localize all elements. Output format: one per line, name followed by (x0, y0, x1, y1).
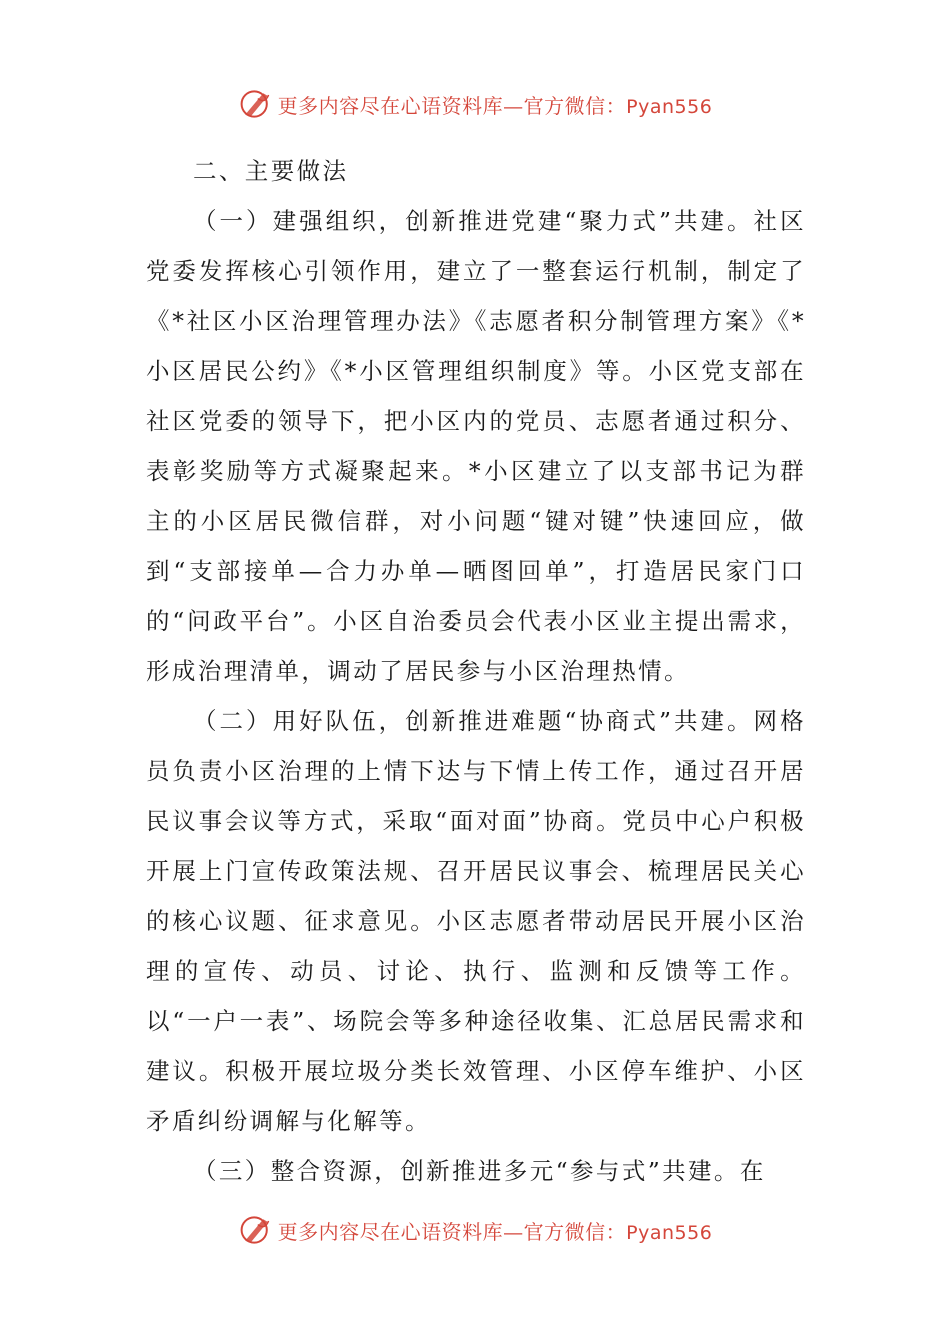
watermark-footer (0, 1208, 950, 1252)
watermark-text: 更多内容尽在心语资料库—官方微信：Pyan556 (277, 1219, 713, 1244)
paragraph-1: （一）建强组织，创新推进党建“聚力式”共建。社区党委发挥核心引领作用，建立了一整套运行机制，制定了《*社区小区治理管理办法》《志愿者积分制管理方案》《*小区居民公约》《*小区管理组织制度》等。小区党支部在社区党委的领导下，把小区内的党员、志愿者通过积分、表彰奖励等方式凝聚起来。*小区建立了以支部书记为群主的小区居民微信群，对小问题“键对键”快速回应，做到“支部接单—合力办单—晒图回单”，打造居民家门口的“问政平台”。小区自治委员会代表小区业主提出需求，形成治理清单，调动了居民参与小区治理热情。 (146, 207, 806, 685)
pen-quill-logo-icon (238, 86, 274, 122)
paragraph-2: （二）用好队伍，创新推进难题“协商式”共建。网格员负责小区治理的上情下达与下情上传工作，通过召开居民议事会议等方式，采取“面对面”协商。党员中心户积极开展上门宣传政策法规、召开居民议事会、梳理居民关心的核心议题、征求意见。小区志愿者带动居民开展小区治理的宣传、动员、讨论、执行、监测和反馈等工作。以“一户一表”、场院会等多种途径收集、汇总居民需求和建议。积极开展垃圾分类长效管理、小区停车维护、小区矛盾纠纷调解与化解等。 (146, 707, 806, 1135)
pen-quill-logo-icon (238, 1212, 274, 1248)
watermark-handle: Pyan556 (626, 95, 713, 118)
section-heading: 二、主要做法 (193, 157, 349, 185)
watermark-header (0, 82, 950, 126)
watermark-handle: Pyan556 (626, 1221, 713, 1244)
paragraph-3: （三）整合资源，创新推进多元“参与式”共建。在 (193, 1157, 766, 1185)
watermark-text: 更多内容尽在心语资料库—官方微信：Pyan556 (277, 93, 713, 118)
document-body (146, 146, 806, 1196)
